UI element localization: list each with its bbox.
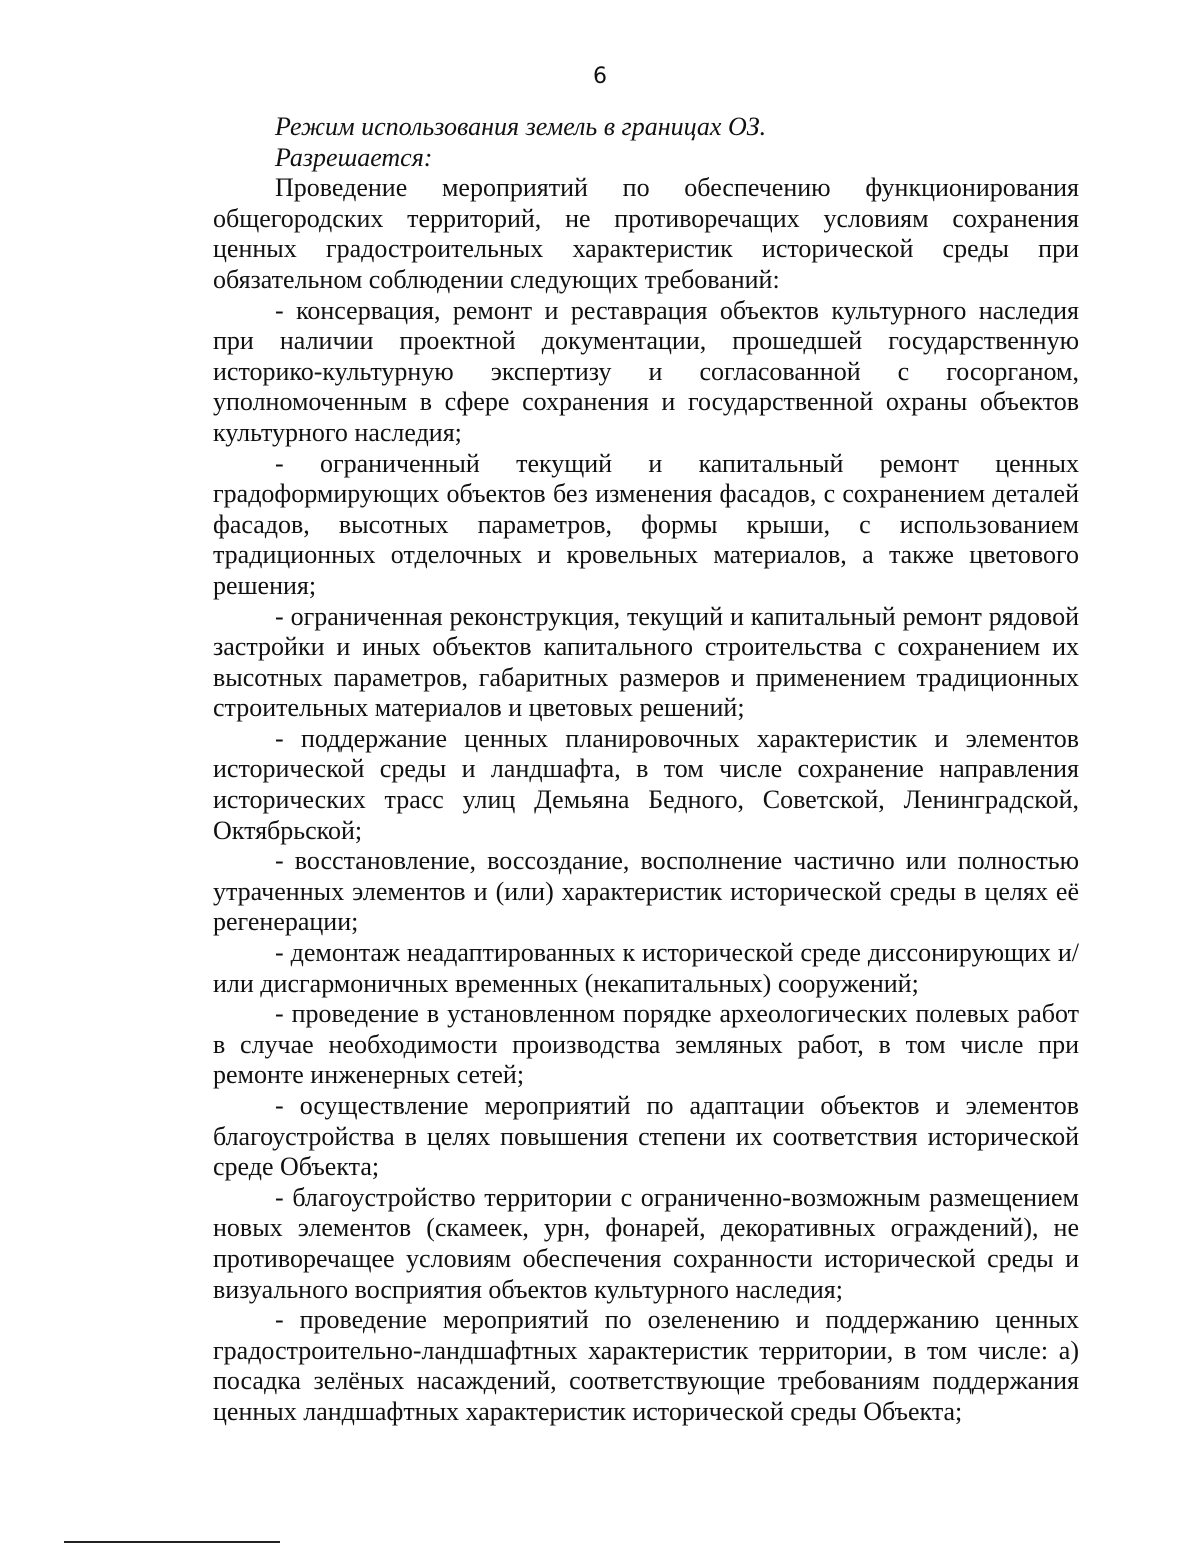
requirement-item: - осуществление мероприятий по адаптации объектов и элементов благоустройства в целях повышения степени их соответствия исторической среде Объекта; — [213, 1091, 1079, 1182]
page-number: 6 — [593, 64, 607, 89]
section-subheading: Разрешается: — [275, 142, 433, 172]
document-body — [213, 112, 1079, 1428]
requirement-item: - поддержание ценных планировочных характеристик и элементов исторической среды и ландшафта, в том числе сохранение направления исторических трасс улиц Демьяна Бедного, Советской, Ленинградской, Октябрьской; — [213, 723, 1079, 845]
requirement-item: - ограниченный текущий и капитальный ремонт ценных градоформирующих объектов без изменения фасадов, с сохранением деталей фасадов, высотных параметров, формы крыши, с использованием традиционных отделочных и кровельных материалов, а также цветового решения; — [213, 448, 1079, 600]
requirement-item: - проведение в установленном порядке археологических полевых работ в случае необходимости производства земляных работ, в том числе при ремонте инженерных сетей; — [213, 999, 1079, 1090]
section-heading: Режим использования земель в границах ОЗ. — [275, 112, 767, 141]
footnote-separator-line — [64, 1541, 280, 1543]
requirement-item: - консервация, ремонт и реставрация объектов культурного наследия при наличии проектной документации, прошедшей государственную историко-культурную экспертизу и согласованной с госорганом, уполномоченным в сфере сохранения и государственной охраны объектов культурного наследия; — [213, 295, 1079, 447]
requirement-item: - восстановление, воссоздание, восполнение частично или полностью утраченных элементов и (или) характеристик исторической среды в целях её регенерации; — [213, 846, 1079, 937]
requirement-item: - демонтаж неадаптированных к исторической среде диссонирующих и/или дисгармоничных временных (некапитальных) сооружений; — [213, 938, 1079, 998]
intro-paragraph: Проведение мероприятий по обеспечению функционирования общегородских территорий, не противоречащих условиям сохранения ценных градостроительных характеристик исторической среды при обязательном соблюдении следующих требований: — [213, 173, 1079, 294]
requirement-item: - благоустройство территории с ограниченно-возможным размещением новых элементов (скамеек, урн, фонарей, декоративных ограждений), не противоречащее условиям обеспечения сохранности исторической среды и визуального восприятия объектов культурного наследия; — [213, 1182, 1079, 1304]
requirement-item: - проведение мероприятий по озеленению и поддержанию ценных градостроительно-ландшафтных характеристик территории, в том числе: а) посадка зелёных насаждений, соответствующие требованиям поддержания ценных ландшафтных характеристик исторической среды Объекта; — [213, 1305, 1079, 1426]
requirement-item: - ограниченная реконструкция, текущий и капитальный ремонт рядовой застройки и иных объектов капитального строительства с сохранением их высотных параметров, габаритных размеров и применением традиционных строительных материалов и цветовых решений; — [213, 601, 1079, 723]
